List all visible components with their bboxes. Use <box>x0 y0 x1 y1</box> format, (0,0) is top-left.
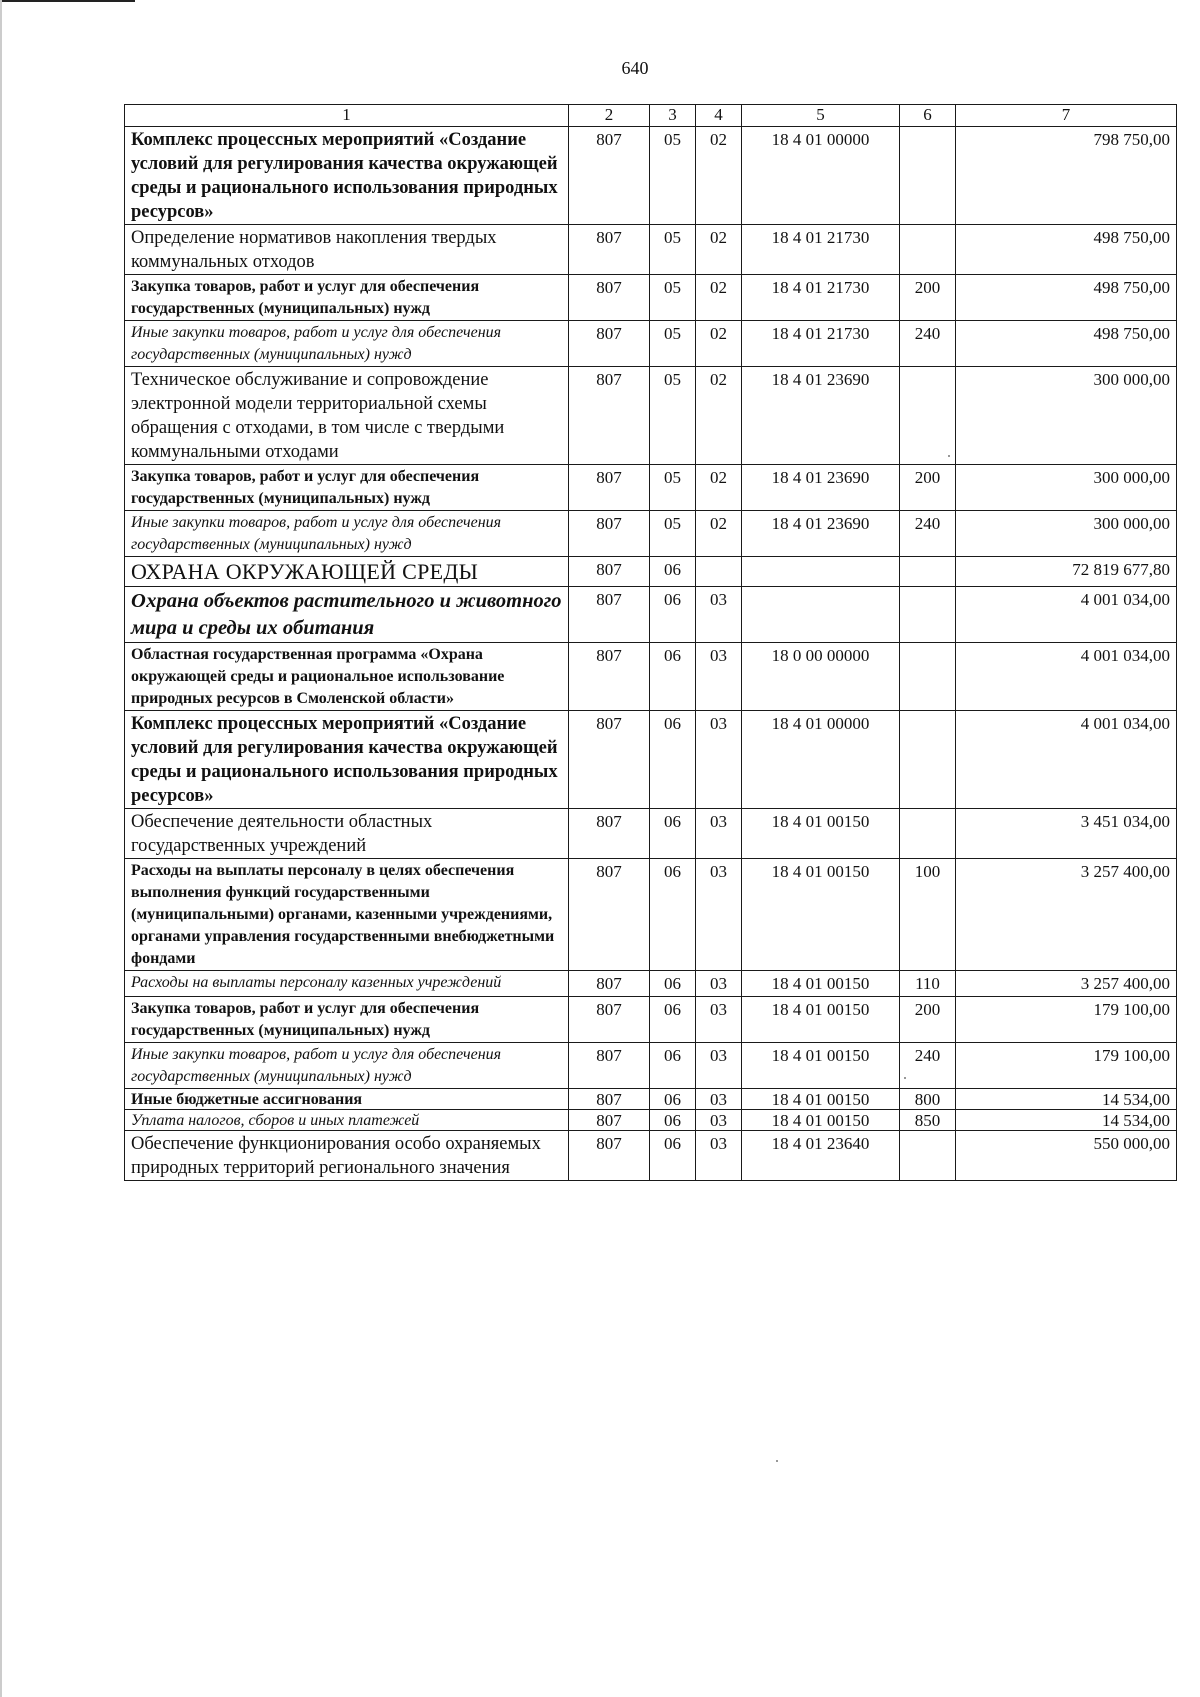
amount-cell: 3 257 400,00 <box>956 859 1177 971</box>
expense-type-cell: 240 <box>900 321 956 367</box>
section-code-cell: 06 <box>650 1110 696 1131</box>
ministry-code-cell: 807 <box>569 809 650 859</box>
target-article-cell: 18 4 01 21730 <box>742 225 900 275</box>
target-article-cell: 18 4 01 00000 <box>742 711 900 809</box>
budget-table <box>124 104 1177 1181</box>
table-row <box>125 997 1177 1043</box>
table-row <box>125 127 1177 225</box>
amount-cell: 300 000,00 <box>956 367 1177 465</box>
table-row <box>125 465 1177 511</box>
subsection-code-cell: 03 <box>696 859 742 971</box>
expense-type-cell <box>900 587 956 643</box>
table-row <box>125 1089 1177 1110</box>
row-name-cell: Обеспечение деятельности областных государственных учреждений <box>125 809 569 859</box>
row-name-cell: Комплекс процессных мероприятий «Создание условий для регулирования качества окружающей среды и рационального использования природных ресурсов» <box>125 711 569 809</box>
ministry-code-cell: 807 <box>569 997 650 1043</box>
amount-cell: 72 819 677,80 <box>956 557 1177 587</box>
subsection-code-cell: 03 <box>696 1089 742 1110</box>
ministry-code-cell: 807 <box>569 643 650 711</box>
target-article-cell: 18 4 01 00150 <box>742 971 900 997</box>
table-row <box>125 557 1177 587</box>
table-row <box>125 643 1177 711</box>
expense-type-cell: 200 <box>900 275 956 321</box>
subsection-code-cell: 03 <box>696 643 742 711</box>
section-code-cell: 06 <box>650 1131 696 1181</box>
target-article-cell <box>742 587 900 643</box>
row-name-cell: Уплата налогов, сборов и иных платежей <box>125 1110 569 1131</box>
amount-cell: 550 000,00 <box>956 1131 1177 1181</box>
ministry-code-cell: 807 <box>569 1131 650 1181</box>
section-code-cell: 06 <box>650 1043 696 1089</box>
section-code-cell: 05 <box>650 321 696 367</box>
amount-cell: 3 257 400,00 <box>956 971 1177 997</box>
section-code-cell: 05 <box>650 225 696 275</box>
subsection-code-cell: 02 <box>696 511 742 557</box>
amount-cell: 798 750,00 <box>956 127 1177 225</box>
table-row <box>125 971 1177 997</box>
amount-cell: 14 534,00 <box>956 1089 1177 1110</box>
expense-type-cell <box>900 225 956 275</box>
scan-speck <box>776 1460 778 1462</box>
ministry-code-cell: 807 <box>569 711 650 809</box>
column-header: 6 <box>900 105 956 127</box>
ministry-code-cell: 807 <box>569 1043 650 1089</box>
ministry-code-cell: 807 <box>569 367 650 465</box>
row-name-cell: Обеспечение функционирования особо охраняемых природных территорий регионального значения <box>125 1131 569 1181</box>
table-row <box>125 1110 1177 1131</box>
column-header: 5 <box>742 105 900 127</box>
target-article-cell: 18 4 01 00150 <box>742 1089 900 1110</box>
scan-border-top <box>0 0 135 2</box>
table-row <box>125 859 1177 971</box>
section-code-cell: 06 <box>650 643 696 711</box>
expense-type-cell: 100 <box>900 859 956 971</box>
table-row <box>125 321 1177 367</box>
target-article-cell: 18 0 00 00000 <box>742 643 900 711</box>
expense-type-cell: 240 <box>900 511 956 557</box>
target-article-cell: 18 4 01 00150 <box>742 997 900 1043</box>
subsection-code-cell: 03 <box>696 711 742 809</box>
section-code-cell: 06 <box>650 809 696 859</box>
expense-type-cell: 110 <box>900 971 956 997</box>
target-article-cell: 18 4 01 00150 <box>742 1043 900 1089</box>
ministry-code-cell: 807 <box>569 225 650 275</box>
ministry-code-cell: 807 <box>569 557 650 587</box>
table-body <box>125 127 1177 1181</box>
row-name-cell: Закупка товаров, работ и услуг для обеспечения государственных (муниципальных) нужд <box>125 465 569 511</box>
column-header: 2 <box>569 105 650 127</box>
target-article-cell: 18 4 01 23690 <box>742 465 900 511</box>
subsection-code-cell: 03 <box>696 587 742 643</box>
subsection-code-cell: 03 <box>696 1131 742 1181</box>
section-code-cell: 05 <box>650 511 696 557</box>
subsection-code-cell: 02 <box>696 225 742 275</box>
row-name-cell: Расходы на выплаты персоналу казенных учреждений <box>125 971 569 997</box>
ministry-code-cell: 807 <box>569 587 650 643</box>
row-name-cell: Иные бюджетные ассигнования <box>125 1089 569 1110</box>
amount-cell: 3 451 034,00 <box>956 809 1177 859</box>
row-name-cell: Комплекс процессных мероприятий «Создание условий для регулирования качества окружающей среды и рационального использования природных ресурсов» <box>125 127 569 225</box>
expense-type-cell <box>900 367 956 465</box>
row-name-cell: Охрана объектов растительного и животного мира и среды их обитания <box>125 587 569 643</box>
section-code-cell: 06 <box>650 711 696 809</box>
subsection-code-cell: 03 <box>696 1110 742 1131</box>
amount-cell: 14 534,00 <box>956 1110 1177 1131</box>
subsection-code-cell: 02 <box>696 321 742 367</box>
section-code-cell: 06 <box>650 557 696 587</box>
section-code-cell: 05 <box>650 275 696 321</box>
target-article-cell: 18 4 01 00150 <box>742 859 900 971</box>
expense-type-cell: 850 <box>900 1110 956 1131</box>
column-header: 3 <box>650 105 696 127</box>
amount-cell: 4 001 034,00 <box>956 711 1177 809</box>
page-number: 640 <box>621 58 649 78</box>
amount-cell: 179 100,00 <box>956 997 1177 1043</box>
amount-cell: 179 100,00 <box>956 1043 1177 1089</box>
table-row <box>125 587 1177 643</box>
ministry-code-cell: 807 <box>569 321 650 367</box>
table-row <box>125 275 1177 321</box>
target-article-cell: 18 4 01 00150 <box>742 809 900 859</box>
table-row <box>125 511 1177 557</box>
amount-cell: 4 001 034,00 <box>956 643 1177 711</box>
amount-cell: 498 750,00 <box>956 225 1177 275</box>
ministry-code-cell: 807 <box>569 275 650 321</box>
expense-type-cell <box>900 711 956 809</box>
amount-cell: 300 000,00 <box>956 465 1177 511</box>
expense-type-cell <box>900 557 956 587</box>
section-code-cell: 06 <box>650 971 696 997</box>
expense-type-cell <box>900 809 956 859</box>
section-code-cell: 06 <box>650 587 696 643</box>
ministry-code-cell: 807 <box>569 1089 650 1110</box>
row-name-cell: Закупка товаров, работ и услуг для обеспечения государственных (муниципальных) нужд <box>125 275 569 321</box>
row-name-cell: ОХРАНА ОКРУЖАЮЩЕЙ СРЕДЫ <box>125 557 569 587</box>
row-name-cell: Областная государственная программа «Охрана окружающей среды и рациональное использование природных ресурсов в Смоленской области» <box>125 643 569 711</box>
subsection-code-cell: 03 <box>696 997 742 1043</box>
table-row <box>125 225 1177 275</box>
ministry-code-cell: 807 <box>569 1110 650 1131</box>
column-header: 4 <box>696 105 742 127</box>
target-article-cell: 18 4 01 21730 <box>742 275 900 321</box>
row-name-cell: Иные закупки товаров, работ и услуг для обеспечения государственных (муниципальных) нужд <box>125 1043 569 1089</box>
section-code-cell: 05 <box>650 465 696 511</box>
subsection-code-cell: 02 <box>696 465 742 511</box>
section-code-cell: 05 <box>650 127 696 225</box>
subsection-code-cell: 03 <box>696 809 742 859</box>
table-row <box>125 809 1177 859</box>
ministry-code-cell: 807 <box>569 859 650 971</box>
row-name-cell: Иные закупки товаров, работ и услуг для обеспечения государственных (муниципальных) нужд <box>125 321 569 367</box>
expense-type-cell <box>900 643 956 711</box>
subsection-code-cell: 02 <box>696 127 742 225</box>
amount-cell: 300 000,00 <box>956 511 1177 557</box>
subsection-code-cell <box>696 557 742 587</box>
section-code-cell: 06 <box>650 997 696 1043</box>
table-row <box>125 367 1177 465</box>
scan-speck <box>904 1077 906 1079</box>
ministry-code-cell: 807 <box>569 511 650 557</box>
section-code-cell: 05 <box>650 367 696 465</box>
amount-cell: 4 001 034,00 <box>956 587 1177 643</box>
row-name-cell: Расходы на выплаты персоналу в целях обеспечения выполнения функций государственными (муниципальными) органами, казенными учреждениями, органами управления государственными внебюджетными фондами <box>125 859 569 971</box>
expense-type-cell <box>900 127 956 225</box>
subsection-code-cell: 03 <box>696 971 742 997</box>
expense-type-cell: 200 <box>900 997 956 1043</box>
section-code-cell: 06 <box>650 859 696 971</box>
subsection-code-cell: 02 <box>696 367 742 465</box>
table-row <box>125 1043 1177 1089</box>
subsection-code-cell: 02 <box>696 275 742 321</box>
ministry-code-cell: 807 <box>569 127 650 225</box>
table-row <box>125 711 1177 809</box>
target-article-cell: 18 4 01 23690 <box>742 511 900 557</box>
expense-type-cell: 200 <box>900 465 956 511</box>
subsection-code-cell: 03 <box>696 1043 742 1089</box>
ministry-code-cell: 807 <box>569 465 650 511</box>
section-code-cell: 06 <box>650 1089 696 1110</box>
target-article-cell: 18 4 01 23690 <box>742 367 900 465</box>
column-header: 7 <box>956 105 1177 127</box>
target-article-cell: 18 4 01 00150 <box>742 1110 900 1131</box>
column-number-row <box>125 105 1177 127</box>
expense-type-cell <box>900 1131 956 1181</box>
table-row <box>125 1131 1177 1181</box>
target-article-cell: 18 4 01 23640 <box>742 1131 900 1181</box>
amount-cell: 498 750,00 <box>956 321 1177 367</box>
target-article-cell: 18 4 01 21730 <box>742 321 900 367</box>
target-article-cell <box>742 557 900 587</box>
ministry-code-cell: 807 <box>569 971 650 997</box>
column-header: 1 <box>125 105 569 127</box>
row-name-cell: Закупка товаров, работ и услуг для обеспечения государственных (муниципальных) нужд <box>125 997 569 1043</box>
scan-speck <box>948 455 950 457</box>
scan-border-left <box>0 0 2 1697</box>
target-article-cell: 18 4 01 00000 <box>742 127 900 225</box>
expense-type-cell: 240 <box>900 1043 956 1089</box>
amount-cell: 498 750,00 <box>956 275 1177 321</box>
row-name-cell: Иные закупки товаров, работ и услуг для обеспечения государственных (муниципальных) нужд <box>125 511 569 557</box>
row-name-cell: Техническое обслуживание и сопровождение электронной модели территориальной схемы обращения с отходами, в том числе с твердыми коммунальными отходами <box>125 367 569 465</box>
expense-type-cell: 800 <box>900 1089 956 1110</box>
row-name-cell: Определение нормативов накопления твердых коммунальных отходов <box>125 225 569 275</box>
